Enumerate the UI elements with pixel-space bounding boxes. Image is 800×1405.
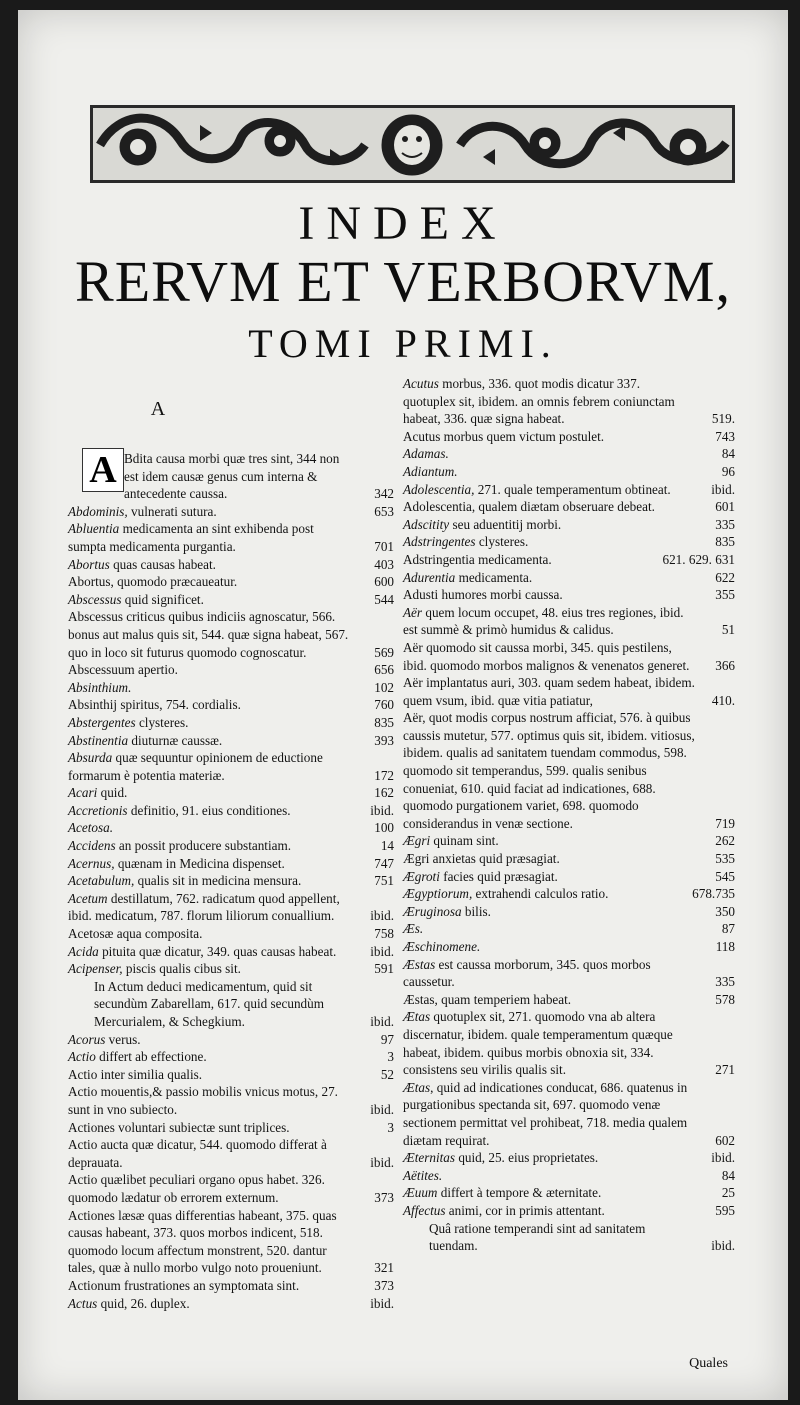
entry-text: Actiones læsæ quas differentias habeant, 375. quas causas habeant, 373. quos morbos indicent, 518. quomodo locum affectum monstrent, 520. dantur tales, quæ à nullo morbo vulgo noto proueniunt. xyxy=(68,1207,337,1276)
entry-headword: Acutus xyxy=(403,376,439,391)
index-entry xyxy=(403,991,735,1009)
index-entry xyxy=(403,569,735,587)
entry-headword: Adscitity xyxy=(403,516,450,532)
entry-page-ref: 373 xyxy=(374,1189,394,1205)
entry-text: an possit producere substantiam. xyxy=(115,838,292,854)
entry-text: Abscessus criticus quibus indiciis agnoscatur, 566. bonus aut malus quis sit, 544. quæ signa habeat, 567. quo in loco sit futurus quomodo cognoscatur. xyxy=(68,609,349,660)
index-entry xyxy=(403,1079,735,1149)
entry-headword: Acetum xyxy=(68,890,108,906)
entry-headword: Ætas xyxy=(403,1009,431,1025)
entry-page-ref: ibid. xyxy=(370,908,394,924)
entry-text: Ægri anxietas quid præsagiat. xyxy=(403,851,560,867)
index-entry xyxy=(403,885,735,903)
entry-page-ref: 622 xyxy=(715,569,735,585)
entry-text: quæ sequuntur opinionem de eductione formarum è potentia materiæ. xyxy=(68,750,323,783)
index-entry xyxy=(68,1171,394,1206)
entry-text: quinam sint. xyxy=(430,833,499,849)
entry-page-ref: 51 xyxy=(721,622,735,638)
entry-headword: Acorus xyxy=(68,1031,106,1047)
entry-page-ref: 335 xyxy=(715,516,735,532)
entry-text: medicamenta an sint exhibenda post sumpta medicamenta purgantia. xyxy=(68,521,314,554)
entry-headword: Abluentia xyxy=(68,521,120,537)
entry-page-ref: 701 xyxy=(374,538,394,554)
right-column xyxy=(403,375,735,1255)
entry-page-ref: 87 xyxy=(721,921,735,937)
entry-headword: Adamas. xyxy=(403,446,449,462)
entry-text: Aër, quot modis corpus nostrum afficiat, 576. à quibus caussis mutetur, 577. optimus quis sit, ibidem. vitiosus, ibidem. qualis ad sanitatem tuendam commodus, 598. quomodo sit temperandus, 599. qualis senibus conueniat, 610. quid faciat ad indicationes, 688. quomodo purgationem variet, 698. quomodo considerandus in venæ sectione. xyxy=(403,710,695,831)
entry-page-ref: 162 xyxy=(374,785,394,801)
entry-page-ref: 403 xyxy=(374,556,394,572)
entry-headword: Æstas xyxy=(403,956,436,972)
entry-text: quem locum occupet, 48. eius tres regiones, ibid. est summè & primò humidus & calidus. xyxy=(403,604,684,638)
index-entry xyxy=(68,714,394,732)
entry-text: Adusti humores morbi caussa. xyxy=(403,587,563,603)
entry-text: clysteres. xyxy=(475,534,529,550)
entry-headword: Æruginosa xyxy=(403,903,462,919)
entry-page-ref: 621. 629. 631 xyxy=(662,551,735,567)
entry-page-ref: 747 xyxy=(374,855,394,871)
entry-headword: Abstergentes xyxy=(68,714,136,730)
catchword: Quales xyxy=(689,1356,728,1371)
index-entry xyxy=(68,1295,394,1313)
index-entry xyxy=(68,608,394,661)
entry-page-ref: 569 xyxy=(374,644,394,660)
entry-text: Abortus, quomodo præcaueatur. xyxy=(68,574,238,590)
entry-text: diuturnæ caussæ. xyxy=(128,732,223,748)
index-entry xyxy=(403,938,735,956)
foliage-ornament-icon xyxy=(90,105,735,183)
entry-text: quotuplex sit, 271. quomodo vna ab altera discernatur, ibidem. quale temperamentum quæque habeat, ibidem. quibus morbis obnoxia sit, 334. consistens seu virilis qualis sit. xyxy=(403,1009,673,1078)
index-entry xyxy=(68,890,394,925)
entry-page-ref: 835 xyxy=(715,534,735,550)
entry-page-ref: ibid. xyxy=(370,943,394,959)
entry-page-ref: 373 xyxy=(374,1277,394,1293)
entry-headword: Acetabulum, xyxy=(68,873,135,889)
entry-text: Actio quælibet peculiari organo opus habet. 326. quomodo lædatur ob errorem externum. xyxy=(68,1172,325,1205)
index-entry xyxy=(68,872,394,890)
entry-text: facies quid præsagiat. xyxy=(439,868,558,884)
index-entry xyxy=(68,1277,394,1295)
entry-page-ref: 519. xyxy=(711,411,735,427)
entry-headword: Absinthium. xyxy=(68,679,132,695)
entry-headword: Acernus, xyxy=(68,855,115,871)
entry-page-ref: 535 xyxy=(715,851,735,867)
entry-page-ref: ibid. xyxy=(370,1295,394,1311)
entry-page-ref: 102 xyxy=(374,679,394,695)
index-entry xyxy=(403,832,735,850)
entry-headword: Aëtites. xyxy=(403,1167,443,1183)
entry-page-ref: 3 xyxy=(387,1119,394,1135)
entry-text: Actio mouentis,& passio mobilis vnicus motus, 27. sunt in vno subiecto. xyxy=(68,1084,338,1117)
entry-page-ref: 393 xyxy=(374,732,394,748)
entry-page-ref: 751 xyxy=(374,873,394,889)
entry-headword: Adolescentia, xyxy=(403,481,475,497)
entry-page-ref: 743 xyxy=(715,428,735,444)
entry-page-ref: 96 xyxy=(721,463,735,479)
entry-page-ref: 602 xyxy=(715,1132,735,1148)
index-entry xyxy=(403,586,735,604)
entry-text: differt ab effectione. xyxy=(95,1049,207,1065)
index-entry xyxy=(403,1149,735,1167)
index-entry xyxy=(403,481,735,499)
index-entry xyxy=(403,445,735,463)
entry-page-ref: 595 xyxy=(715,1202,735,1218)
entry-headword: Abstinentia xyxy=(68,732,129,748)
entry-text: Acutus morbus quem victum postulet. xyxy=(403,428,605,444)
entry-page-ref: 97 xyxy=(380,1031,394,1047)
entry-page-ref: 25 xyxy=(721,1185,735,1201)
index-entry xyxy=(68,1119,394,1137)
entry-page-ref: 84 xyxy=(721,446,735,462)
entry-headword: Ætas xyxy=(403,1079,431,1095)
index-entry xyxy=(403,674,735,709)
entry-text: piscis qualis cibus sit. xyxy=(122,961,241,977)
entry-page-ref: 835 xyxy=(374,714,394,730)
entry-text: differt à tempore & æternitate. xyxy=(437,1185,602,1201)
entry-page-ref: 3 xyxy=(387,1049,394,1065)
entry-headword: Abdominis, xyxy=(68,503,128,519)
entry-page-ref: 678.735 xyxy=(692,886,735,902)
index-entry xyxy=(403,604,735,639)
entry-page-ref: 591 xyxy=(374,961,394,977)
entry-text: clysteres. xyxy=(135,714,189,730)
entry-headword: Acida xyxy=(68,943,99,959)
entry-text: Actio aucta quæ dicatur, 544. quomodo differat à deprauata. xyxy=(68,1137,327,1170)
entry-text: morbus, 336. quot modis dicatur 337. quotuplex sit, ibidem. an omnis febrem coniunctam habeat, 336. quæ signa habeat. xyxy=(403,376,675,427)
entry-page-ref: ibid. xyxy=(711,1238,735,1254)
entry-text: Aër implantatus auri, 303. quam sedem habeat, ibidem. quem vsum, ibid. quæ vitia patiatur, xyxy=(403,675,695,708)
index-entry xyxy=(68,855,394,873)
index-entry xyxy=(403,639,735,674)
index-entry xyxy=(68,978,394,1031)
section-letter: A xyxy=(150,398,166,420)
entry-text: Æstas, quam temperiem habeat. xyxy=(403,991,572,1007)
entry-headword: Acari xyxy=(68,785,98,801)
index-entry xyxy=(403,428,735,446)
index-entry xyxy=(403,516,735,534)
entry-page-ref: 335 xyxy=(715,974,735,990)
entry-page-ref: 758 xyxy=(374,926,394,942)
index-entry xyxy=(403,1167,735,1185)
index-entry xyxy=(403,375,735,428)
index-entry xyxy=(403,498,735,516)
entry-headword: Abortus xyxy=(68,556,110,572)
entry-headword: Actio xyxy=(68,1049,96,1065)
entry-text: qualis sit in medicina mensura. xyxy=(134,873,302,889)
index-entry xyxy=(68,1031,394,1049)
entry-page-ref: ibid. xyxy=(370,802,394,818)
entry-headword: Adiantum. xyxy=(403,463,458,479)
entry-headword: Abscessus xyxy=(68,591,122,607)
index-entry xyxy=(68,802,394,820)
entry-page-ref: ibid. xyxy=(370,1154,394,1170)
book-page xyxy=(18,10,788,1400)
entry-headword: Æuum xyxy=(403,1185,438,1201)
entry-text: Aër quomodo sit caussa morbi, 345. quis pestilens, ibid. quomodo morbos malignos & venenatos generet. xyxy=(403,639,690,673)
index-entry xyxy=(68,661,394,679)
entry-page-ref: 410. xyxy=(711,692,735,708)
entry-text: est caussa morborum, 345. quos morbos caussetur. xyxy=(403,956,651,990)
entry-headword: Adstringentes xyxy=(403,534,476,550)
index-entry xyxy=(68,503,394,521)
index-entry xyxy=(68,1207,394,1277)
title-index: INDEX xyxy=(298,197,508,250)
entry-page-ref: 600 xyxy=(374,574,394,590)
entry-text: quid. xyxy=(97,785,128,801)
entry-text: , quid ad indicationes conducat, 686. quatenus in purgationibus spectanda sit, 697. quomodo venæ sectionem permittat vel prohibeat, 718. media qualem diætam requirat. xyxy=(403,1079,688,1148)
entry-headword: Aër xyxy=(403,604,423,620)
index-entry xyxy=(403,463,735,481)
entry-text: quid, 26. duplex. xyxy=(97,1295,190,1311)
entry-headword: Ægyptiorum, xyxy=(403,886,473,902)
entry-headword: Accidens xyxy=(68,838,116,854)
entry-page-ref: 601 xyxy=(715,499,735,515)
index-entry xyxy=(403,868,735,886)
entry-page-ref: 271 xyxy=(715,1062,735,1078)
entry-text: Abscessuum apertio. xyxy=(68,662,178,678)
entry-text: verus. xyxy=(105,1031,141,1047)
entry-text: bilis. xyxy=(461,903,491,919)
index-entry xyxy=(68,749,394,784)
entry-text: Acetosæ aqua composita. xyxy=(68,926,203,942)
entry-page-ref: 14 xyxy=(380,838,394,854)
entry-page-ref: 760 xyxy=(374,697,394,713)
entry-text: Adstringentia medicamenta. xyxy=(403,551,552,567)
entry-page-ref: 321 xyxy=(374,1260,394,1276)
entry-text: medicamenta. xyxy=(455,569,533,585)
title-rerum-et-verborum: RERVM ET VERBORVM, xyxy=(75,249,731,314)
index-entry xyxy=(68,784,394,802)
entry-text: quænam in Medicina dispenset. xyxy=(114,855,285,871)
entry-headword: Accretionis xyxy=(68,802,128,818)
index-entry xyxy=(403,1220,735,1255)
index-entry xyxy=(403,956,735,991)
index-entry xyxy=(403,850,735,868)
entry-text: Absinthij spiritus, 754. cordialis. xyxy=(68,697,241,713)
entry-headword: Actus xyxy=(68,1295,98,1311)
entry-page-ref: 172 xyxy=(374,767,394,783)
index-entry xyxy=(403,1008,735,1078)
entry-text: extrahendi calculos ratio. xyxy=(472,886,609,902)
title-tomi-primi: TOMI PRIMI. xyxy=(248,321,558,366)
entry-page-ref: ibid. xyxy=(711,1150,735,1166)
entry-page-ref: 578 xyxy=(715,991,735,1007)
entry-text: Actio inter similia qualis. xyxy=(68,1066,203,1082)
entry-text: destillatum, 762. radicatum quod appellent, ibid. medicatum, 787. florum liliorum conuallium. xyxy=(68,890,340,924)
ornament-band xyxy=(90,105,735,183)
entry-page-ref: 342 xyxy=(374,486,394,502)
entry-text: animi, cor in primis attentant. xyxy=(445,1202,605,1218)
entry-page-ref: 262 xyxy=(715,833,735,849)
index-entry xyxy=(68,556,394,574)
entry-page-ref: 656 xyxy=(374,662,394,678)
entry-page-ref: ibid. xyxy=(711,481,735,497)
index-entry xyxy=(68,837,394,855)
entry-page-ref: ibid. xyxy=(370,1101,394,1117)
index-entry xyxy=(403,903,735,921)
index-entry xyxy=(68,573,394,591)
index-entry xyxy=(68,943,394,961)
entry-text: seu aduentitij morbi. xyxy=(449,516,562,532)
index-entry xyxy=(68,1048,394,1066)
index-entry xyxy=(403,709,735,832)
entry-headword: Æs. xyxy=(403,921,424,937)
entry-page-ref: 653 xyxy=(374,503,394,519)
entry-text: Actiones voluntari subiectæ sunt triplices. xyxy=(68,1119,290,1135)
entry-text: quid, 25. eius proprietates. xyxy=(455,1150,599,1166)
entry-headword: Æschinomene. xyxy=(403,939,481,954)
index-entry xyxy=(68,1136,394,1171)
entry-headword: Acetosa. xyxy=(68,820,114,836)
entry-headword: Acipenser, xyxy=(68,961,123,977)
entry-page-ref: 100 xyxy=(374,820,394,836)
entry-headword: Affectus xyxy=(403,1202,446,1218)
entry-headword: Adurentia xyxy=(403,569,456,585)
index-entry xyxy=(68,925,394,943)
entry-page-ref: 355 xyxy=(715,587,735,603)
entry-headword: Ægroti xyxy=(403,868,440,884)
index-entry xyxy=(68,819,394,837)
index-entry xyxy=(68,696,394,714)
entry-page-ref: 366 xyxy=(715,657,735,673)
entry-headword: Æternitas xyxy=(403,1150,456,1166)
index-entry xyxy=(68,1066,394,1084)
index-entry xyxy=(403,1184,735,1202)
index-entry xyxy=(68,960,394,978)
index-entry xyxy=(68,450,394,503)
index-entry xyxy=(68,732,394,750)
index-entry xyxy=(68,591,394,609)
entry-text: Quâ ratione temperandi sint ad sanitatem tuendam. xyxy=(429,1220,646,1254)
index-entry xyxy=(403,1202,735,1220)
entry-page-ref: 545 xyxy=(715,868,735,884)
left-column xyxy=(68,450,394,1312)
entry-text: definitio, 91. eius conditiones. xyxy=(127,802,291,818)
entry-page-ref: 719 xyxy=(715,815,735,831)
entry-text: pituita quæ dicatur, 349. quas causas habeat. xyxy=(98,943,337,959)
index-entry xyxy=(403,920,735,938)
entry-page-ref: 52 xyxy=(380,1066,394,1082)
entry-text: Bdita causa morbi quæ tres sint, 344 non est idem causæ genus cum interna & antecedente caussa. xyxy=(124,451,340,502)
entry-headword: Ægri xyxy=(403,833,431,849)
entry-page-ref: ibid. xyxy=(370,1014,394,1029)
entry-text: quas causas habeat. xyxy=(109,556,216,572)
entry-headword: Absurda xyxy=(68,750,113,766)
entry-text: In Actum deduci medicamentum, quid sit secundùm Zabarellam, 617. quid secundùm Mercurialem, & Schegkium. xyxy=(94,978,324,1029)
index-entry xyxy=(403,533,735,551)
entry-page-ref: 350 xyxy=(715,903,735,919)
entry-page-ref: 84 xyxy=(721,1167,735,1183)
index-entry xyxy=(403,551,735,569)
index-entry xyxy=(68,520,394,555)
index-entry xyxy=(68,1083,394,1118)
dropcap: A xyxy=(82,448,124,492)
entry-page-ref: 544 xyxy=(374,591,394,607)
entry-text: Actionum frustrationes an symptomata sint. xyxy=(68,1277,300,1293)
index-entry xyxy=(68,679,394,697)
entry-text: vulnerati sutura. xyxy=(127,503,217,519)
entry-text: 271. quale temperamentum obtineat. xyxy=(474,481,671,497)
entry-page-ref: 118 xyxy=(715,939,735,954)
entry-text: Adolescentia, qualem diætam obseruare debeat. xyxy=(403,499,655,515)
entry-text: quid significet. xyxy=(121,591,204,607)
